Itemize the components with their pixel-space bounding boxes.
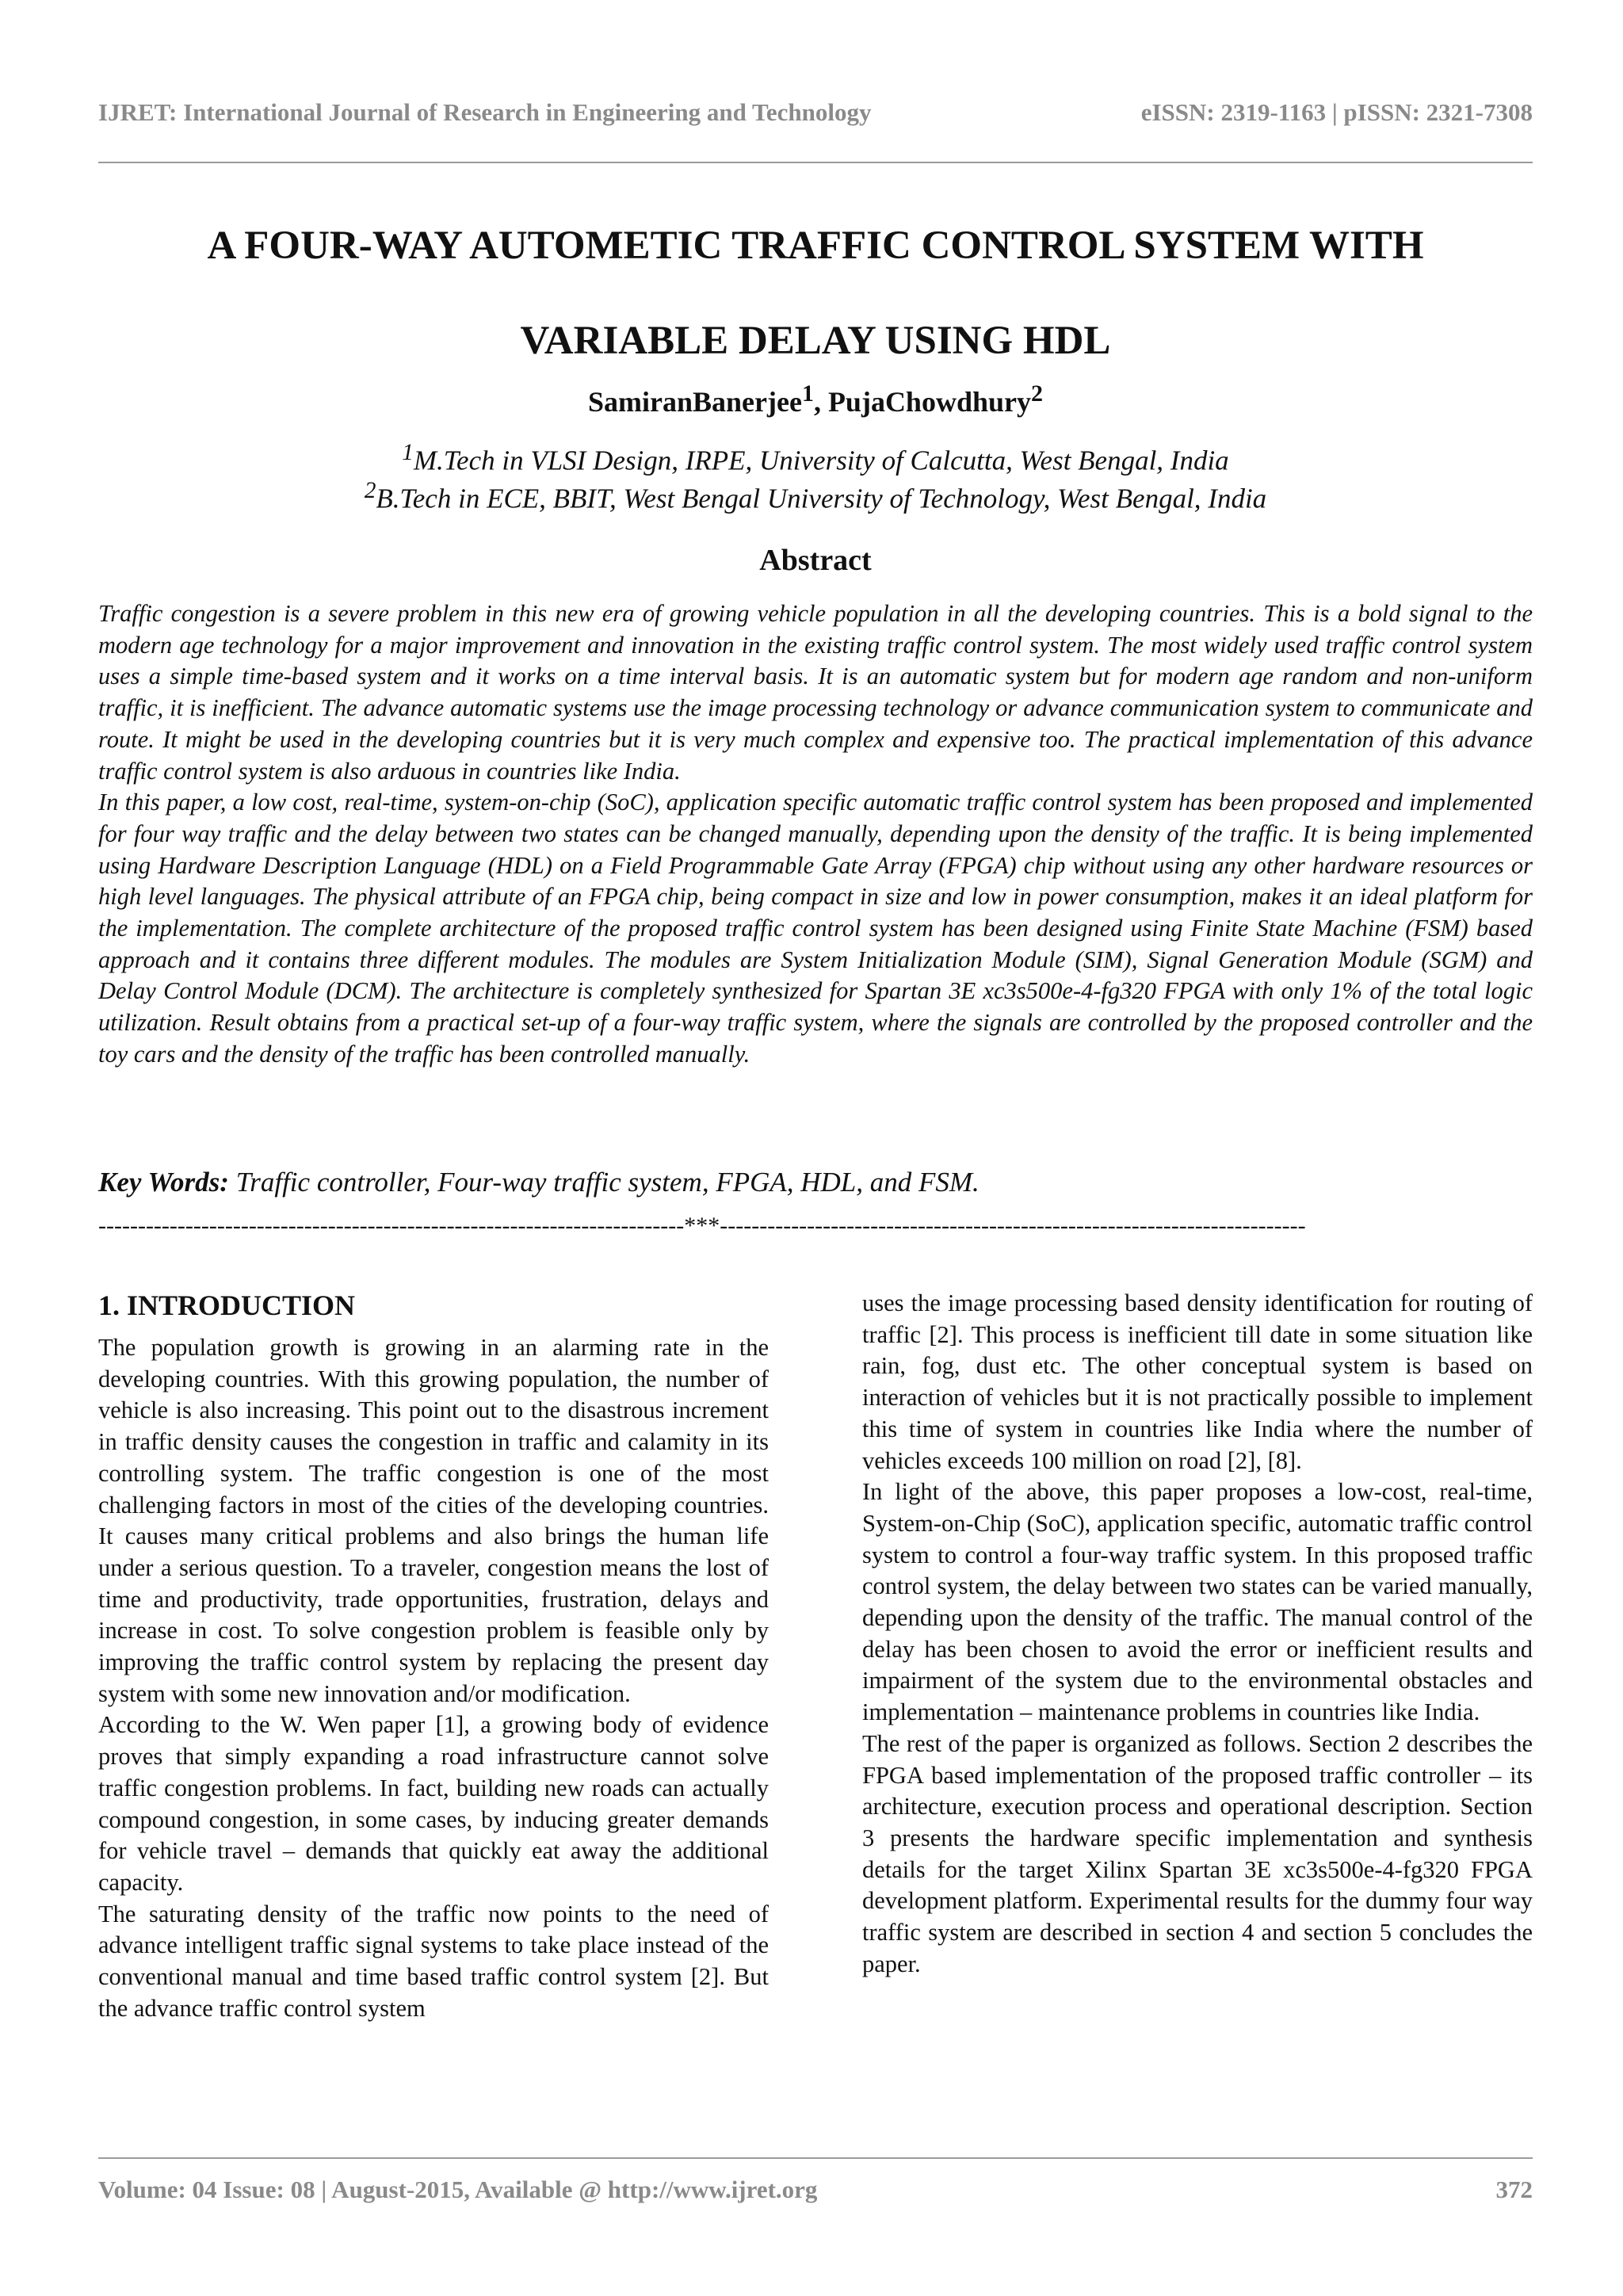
intro-paragraph-5: In light of the above, this paper proposes a low-cost, real-time, System-on-Chip (SoC), application specific, automatic traffic control system to control a four-way traffic system. In this proposed traffic control system, the delay between two states can be varied manually, depending upon the density of the traffic. The manual control of the delay has been chosen to avoid the error or inefficient results and impairment of the system due to the environmental obstacles and implementation – maintenance problems in countries like India. (862, 1478, 1533, 1726)
section-separator: --------------------------------------------------------------------------***-------------------------------------------------------------------------- (98, 1213, 1306, 1239)
affiliation-1-mark: 1 (402, 440, 414, 465)
intro-paragraph-6: The rest of the paper is organized as follows. Section 2 describes the FPGA based implementation of the proposed traffic controller – its architecture, execution process and operational description. Section 3 presents the hardware specific implementation and synthesis details for the target Xilinx Spartan 3E xc3s500e-4-fg320 FPGA development platform. Experimental results for the dummy four way traffic system are described in section 4 and section 5 concludes the paper. (862, 1729, 1533, 1977)
footer-rule (98, 2157, 1533, 2159)
intro-paragraph-3: The saturating density of the traffic now points to the need of advance intelligent traffic signal systems to take place instead of the conventional manual and time based traffic control system [2]. But the advance traffic control system (98, 1900, 769, 2022)
abstract-paragraph-1: Traffic congestion is a severe problem in this new era of growing vehicle population in all the developing countries. This is a bold signal to the modern age technology for a major improvement and innovation in the existing traffic control system. The most widely used traffic control system uses a simple time-based system and it works on a time interval basis. It is an automatic system but for modern age random and non-uniform traffic, it is inefficient. The advance automatic systems use the image processing technology or advance communication system to communicate and route. It might be used in the developing countries but it is very much complex and expensive too. The practical implementation of this advance traffic control system is also arduous in countries like India. (98, 600, 1533, 785)
keywords-label: Key Words: (98, 1167, 229, 1198)
affiliation-2-mark: 2 (364, 478, 376, 503)
affiliation-2-text: B.Tech in ECE, BBIT, West Bengal University of Technology, West Bengal, India (376, 483, 1267, 514)
affiliation-2 (98, 478, 1533, 515)
page-number: 372 (1495, 2176, 1533, 2203)
intro-paragraph-1: The population growth is growing in an alarming rate in the developing countries. With this growing population, the number of vehicle is also increasing. This point out to the disastrous increment in traffic density causes the congestion in traffic and calamity in its controlling system. The traffic congestion is one of the most challenging factors in most of the cities of the developing countries. It causes many critical problems and also brings the human life under a serious question. To a traveler, congestion means the lost of time and productivity, trade opportunities, frustration, delays and increase in cost. To solve congestion problem is feasible only by improving the traffic control system by replacing the present day system with some new innovation and/or modification. (98, 1334, 769, 1707)
intro-paragraph-4: uses the image processing based density identification for routing of traffic [2]. This process is inefficient till date in some situation like rain, fog, dust etc. The other conceptual system is based on interaction of vehicles but it is not practically possible to implement this time of system in countries like India where the number of vehicles exceeds 100 million on road [2], [8]. (862, 1289, 1533, 1474)
paper-title (98, 198, 1533, 388)
running-footer (98, 2176, 1533, 2215)
author-1-mark: 1 (801, 380, 814, 407)
running-header (98, 98, 1533, 138)
abstract-body (98, 598, 1533, 1071)
title-line-1: A FOUR-WAY AUTOMETIC TRAFFIC CONTROL SYSTEM WITH (207, 223, 1424, 268)
section-heading-introduction: 1. INTRODUCTION (98, 1289, 356, 1321)
author-2-mark: 2 (1031, 380, 1043, 407)
author-separator: , (813, 386, 828, 418)
header-rule (98, 162, 1533, 163)
affiliation-1-text: M.Tech in VLSI Design, IRPE, University of Calcutta, West Bengal, India (413, 445, 1229, 476)
left-column (98, 1288, 769, 2024)
author-2: PujaChowdhury (827, 386, 1031, 418)
affiliation-1 (98, 440, 1533, 477)
keywords-text: Traffic controller, Four-way traffic system, FPGA, HDL, and FSM. (228, 1167, 980, 1198)
author-list (98, 380, 1533, 418)
title-line-2: VARIABLE DELAY USING HDL (520, 319, 1111, 363)
abstract-paragraph-2: In this paper, a low cost, real-time, system-on-chip (SoC), application specific automatic traffic control system has been proposed and implemented for four way traffic and the delay between two states can be changed manually, depending upon the density of the traffic. It is being implemented using Hardware Description Language (HDL) on a Field Programmable Gate Array (FPGA) chip without using any other hardware resources or high level languages. The physical attribute of an FPGA chip, being compact in size and low in power consumption, makes it an ideal platform for the implementation. The complete architecture of the proposed traffic control system has been designed using Finite State Machine (FSM) based approach and it contains three different modules. The modules are System Initialization Module (SIM), Signal Generation Module (SGM) and Delay Control Module (DCM). The architecture is completely synthesized for Spartan 3E xc3s500e-4-fg320 FPGA with only 1% of the total logic utilization. Result obtains from a practical set-up of a four-way traffic system, where the signals are controlled by the proposed controller and the toy cars and the density of the traffic has been controlled manually. (98, 789, 1533, 1068)
keywords (98, 1167, 1533, 1198)
right-column (862, 1288, 1533, 1980)
intro-paragraph-2: According to the W. Wen paper [1], a growing body of evidence proves that simply expanding a road infrastructure cannot solve traffic congestion problems. In fact, building new roads can actually compound congestion, in some cases, by inducing greater demands for vehicle travel – demands that quickly eat away the additional capacity. (98, 1711, 769, 1896)
issn-info: eISSN: 2319-1163 | pISSN: 2321-7308 (1140, 98, 1533, 126)
journal-name: IJRET: International Journal of Research in Engineering and Technology (98, 98, 872, 126)
author-1: SamiranBanerjee (587, 386, 802, 418)
volume-info: Volume: 04 Issue: 08 | August-2015, Available @ http://www.ijret.org (98, 2176, 818, 2203)
abstract-heading: Abstract (759, 544, 872, 577)
